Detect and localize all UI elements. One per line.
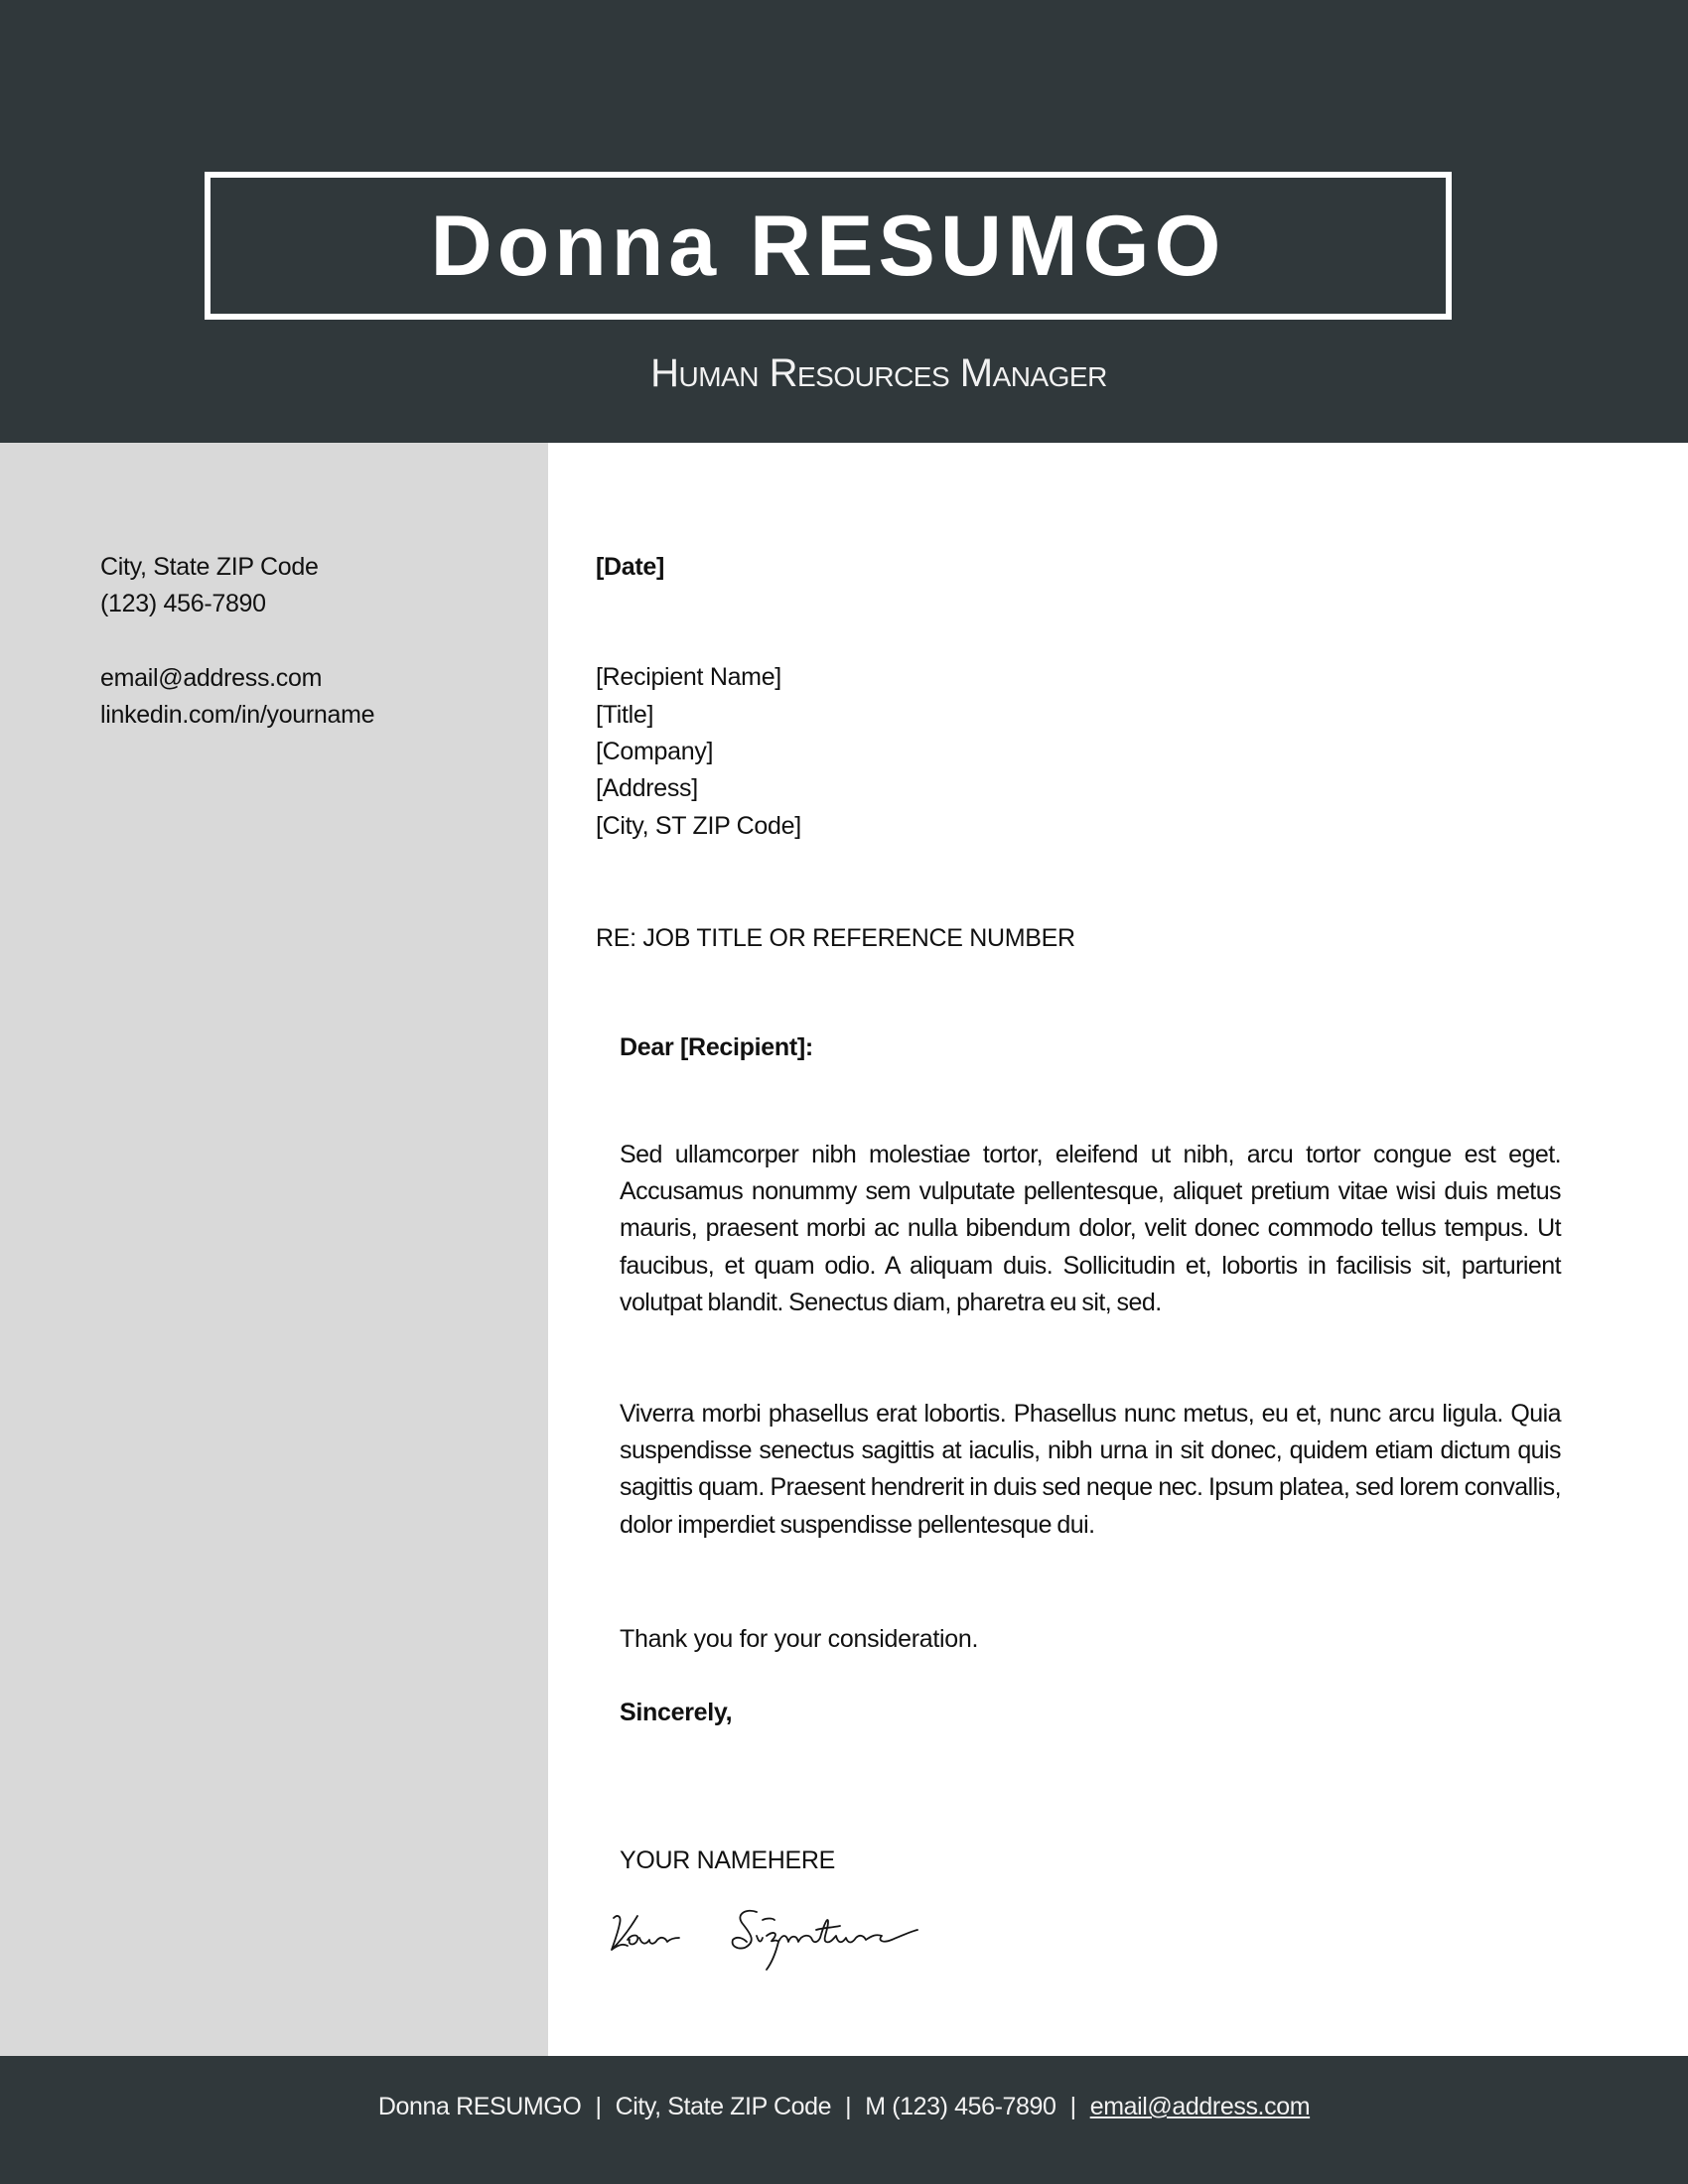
recipient-address: [Address]: [596, 774, 698, 802]
sidebar-email[interactable]: email@address.com: [100, 664, 323, 692]
body-paragraph: Viverra morbi phasellus erat lobortis. Phasellus nunc metus, eu et, nunc arcu ligula. Quia suspendisse senectus sagittis at iaculis, nibh urna in sit donec, quidem etiam dictum quis sagittis quam. Praesent hendrerit in duis sed neque nec. Ipsum platea, sed lorem convallis, dolor imperdiet suspendisse pellentesque dui.: [620, 1400, 1561, 1539]
closing: Sincerely,: [620, 1699, 733, 1726]
name-frame: [205, 172, 1452, 320]
sidebar-linkedin[interactable]: linkedin.com/in/yourname: [100, 701, 375, 729]
header-banner: [0, 0, 1688, 443]
letter-body-2: [620, 1396, 1561, 1544]
sidebar-phone: (123) 456-7890: [100, 590, 266, 617]
footer-separator: |: [595, 2093, 602, 2120]
footer-banner: [0, 2056, 1688, 2184]
footer-email-link[interactable]: email@address.com: [1089, 2093, 1311, 2120]
footer-contact: [0, 2095, 1688, 2119]
recipient-title: [Title]: [596, 701, 654, 729]
footer-separator: |: [845, 2093, 852, 2120]
recipient-company: [Company]: [596, 738, 714, 765]
reference-line: RE: JOB TITLE OR REFERENCE NUMBER: [596, 924, 1075, 952]
footer-location: City, State ZIP Code: [615, 2093, 832, 2120]
salutation: Dear [Recipient]:: [620, 1033, 813, 1061]
footer-phone: M (123) 456-7890: [865, 2093, 1056, 2120]
letter-body: [620, 1137, 1561, 1321]
signer-name: YOUR NAMEHERE: [620, 1846, 835, 1874]
letter-date: [Date]: [596, 553, 665, 581]
job-title: Human Resources Manager: [650, 351, 1107, 395]
sidebar-location: City, State ZIP Code: [100, 553, 319, 581]
handwritten-signature: [608, 1904, 1025, 1974]
body-paragraph: Sed ullamcorper nibh molestiae tortor, eleifend ut nibh, arcu tortor congue est eget. Accusamus nonummy sem vulputate pellentesque, aliquet pretium vitae wisi duis metus mauris, praesent morbi ac nulla bibendum dolor, velit donec commodo tellus tempus. Ut faucibus, et quam odio. A aliquam duis. Sollicitudin et, lobortis in facilisis sit, parturient volutpat blandit. Senectus diam, pharetra eu sit, sed.: [620, 1141, 1561, 1316]
recipient-name: [Recipient Name]: [596, 663, 781, 691]
footer-separator: |: [1069, 2093, 1076, 2120]
footer-name: Donna RESUMGO: [377, 2093, 582, 2120]
recipient-city: [City, ST ZIP Code]: [596, 812, 801, 840]
thanks-line: Thank you for your consideration.: [620, 1625, 979, 1653]
applicant-name: Donna RESUMGO: [430, 199, 1226, 294]
